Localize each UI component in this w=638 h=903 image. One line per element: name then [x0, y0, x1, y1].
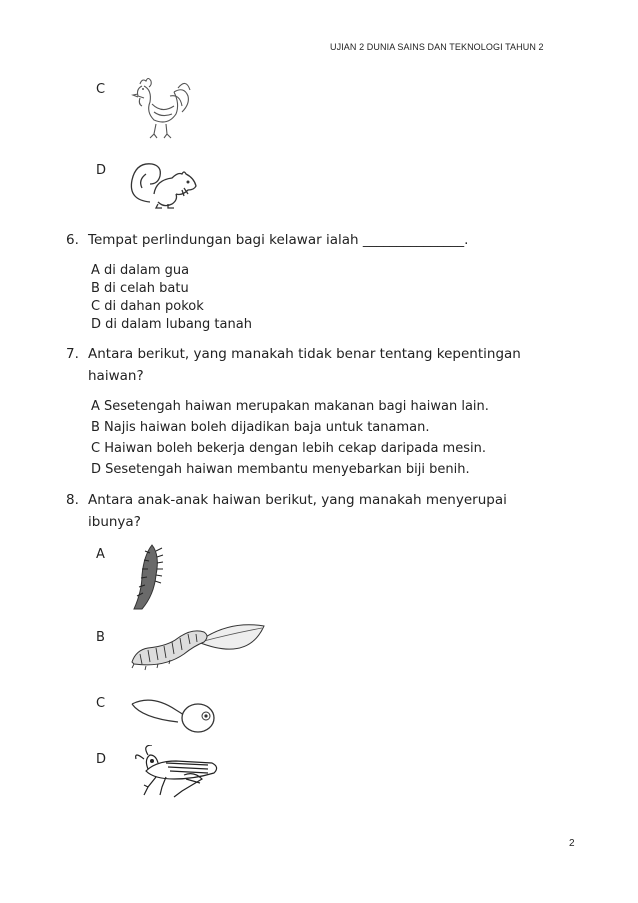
caterpillar-icon: [128, 622, 268, 672]
question-6-choice-a[interactable]: A di dalam gua: [91, 263, 190, 278]
question-7-number: 7.: [66, 346, 79, 362]
tadpole-icon: [128, 690, 220, 736]
grasshopper-icon: [126, 745, 222, 801]
option-letter-c-top: C: [96, 82, 106, 97]
question-7-line2: haiwan?: [88, 368, 144, 384]
question-7-choice-a[interactable]: A Sesetengah haiwan merupakan makanan bagi haiwan lain.: [91, 399, 489, 414]
question-7: [66, 343, 586, 387]
question-7-line1: Antara berikut, yang manakah tidak benar tentang kepentingan: [88, 346, 521, 362]
question-8-line2: ibunya?: [88, 514, 141, 530]
question-6-number: 6.: [66, 232, 79, 248]
rooster-icon: [126, 74, 192, 144]
option-letter-d-top: D: [96, 163, 107, 178]
option-letter-b[interactable]: B: [96, 630, 105, 645]
option-letter-a[interactable]: A: [96, 547, 105, 562]
larva-icon: [130, 543, 166, 611]
question-8-line1: Antara anak-anak haiwan berikut, yang manakah menyerupai: [88, 492, 507, 508]
question-7-choice-b[interactable]: B Najis haiwan boleh dijadikan baja untuk tanaman.: [91, 420, 430, 435]
question-6-choice-c[interactable]: C di dahan pokok: [91, 299, 204, 314]
question-6-choice-d[interactable]: D di dalam lubang tanah: [91, 317, 252, 332]
question-6-choices: [91, 262, 252, 334]
question-7-choice-d[interactable]: D Sesetengah haiwan membantu menyebarkan biji benih.: [91, 462, 470, 477]
question-6-choice-b[interactable]: B di celah batu: [91, 281, 189, 296]
question-8-number: 8.: [66, 492, 79, 508]
page-number: 2: [569, 838, 575, 849]
question-7-choice-c[interactable]: C Haiwan boleh bekerja dengan lebih cekap daripada mesin.: [91, 441, 486, 456]
question-8: [66, 489, 586, 533]
question-6-text: Tempat perlindungan bagi kelawar ialah _______________.: [88, 232, 469, 248]
option-letter-d[interactable]: D: [96, 752, 107, 767]
page-header: UJIAN 2 DUNIA SAINS DAN TEKNOLOGI TAHUN 2: [330, 42, 544, 52]
question-6: [66, 229, 586, 251]
squirrel-icon: [128, 158, 202, 214]
question-7-choices: [91, 396, 489, 480]
option-letter-c[interactable]: C: [96, 696, 106, 711]
